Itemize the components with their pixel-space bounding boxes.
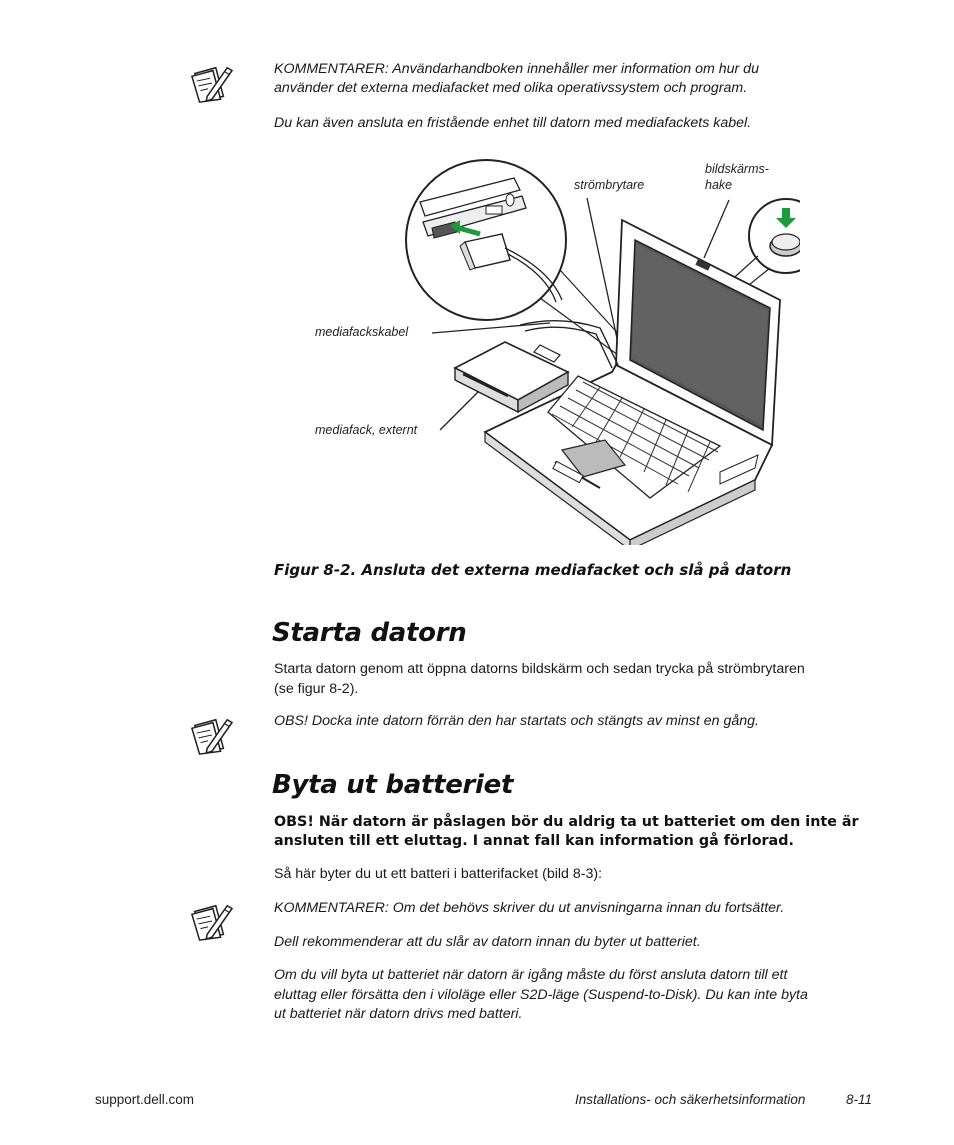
label-media-cable: mediafackskabel [315,325,409,339]
section-title-starta: Starta datorn [272,618,467,648]
paragraph-line1: Starta datorn genom att öppna datorns bildskärm och sedan trycka på strömbrytaren [274,661,805,677]
note-text: OBS! Docka inte datorn förrän den har startats och stängts av minst en gång. [274,713,760,729]
label-display-latch-line2: hake [705,178,733,192]
warning-line1: OBS! När datorn är påslagen bör du aldrig ta ut batteriet om den inte är [274,814,859,830]
intro-paragraph: Så här byter du ut ett batteri i batterifacket (bild 8-3): [274,866,603,882]
label-external-bay: mediafack, externt [315,423,418,437]
label-power-switch: strömbrytare [574,178,645,192]
paragraph-line2: (se figur 8-2). [274,681,359,697]
latch-leader [704,200,729,258]
cable-leader [432,323,550,333]
footer-title: Installations- och säkerhetsinformation [575,1092,806,1107]
footer-website: support.dell.com [95,1092,195,1107]
note-text-line2: Dell rekommenderar att du slår av datorn innan du byter ut batteriet. [274,934,701,950]
note-text-line1: KOMMENTARER: Användarhandboken innehåller mer information om hur du [274,61,759,77]
label-display-latch-line1: bildskärms- [705,162,769,176]
note-text-line2: använder det externa mediafacket med olika operativssystem och program. [274,80,748,96]
note-text-line4: eluttag eller försätta den i viloläge eller S2D-läge (Suspend-to-Disk). Du kan inte byta [274,987,808,1003]
note-icon [188,900,234,942]
warning-line2: ansluten till ett eluttag. I annat fall kan information gå förlorad. [274,833,794,849]
figure-caption: Figur 8-2. Ansluta det externa mediafacket och slå på datorn [274,561,792,579]
note-text-line1: KOMMENTARER: Om det behövs skriver du ut anvisningarna innan du fortsätter. [274,900,785,916]
note-text-line5: ut batteriet när datorn drivs med batteri. [274,1006,523,1022]
note-text-line3: Om du vill byta ut batteriet när datorn är igång måste du först ansluta datorn till ett [274,967,788,983]
note-icon [188,62,234,104]
section-title-byta: Byta ut batteriet [272,770,514,800]
footer-page-number: 8-11 [846,1092,873,1107]
bay-leader [440,392,478,430]
laptop-illustration [300,150,800,545]
note-text-line3: Du kan även ansluta en fristående enhet till datorn med mediafackets kabel. [274,115,752,131]
note-icon [188,714,234,756]
